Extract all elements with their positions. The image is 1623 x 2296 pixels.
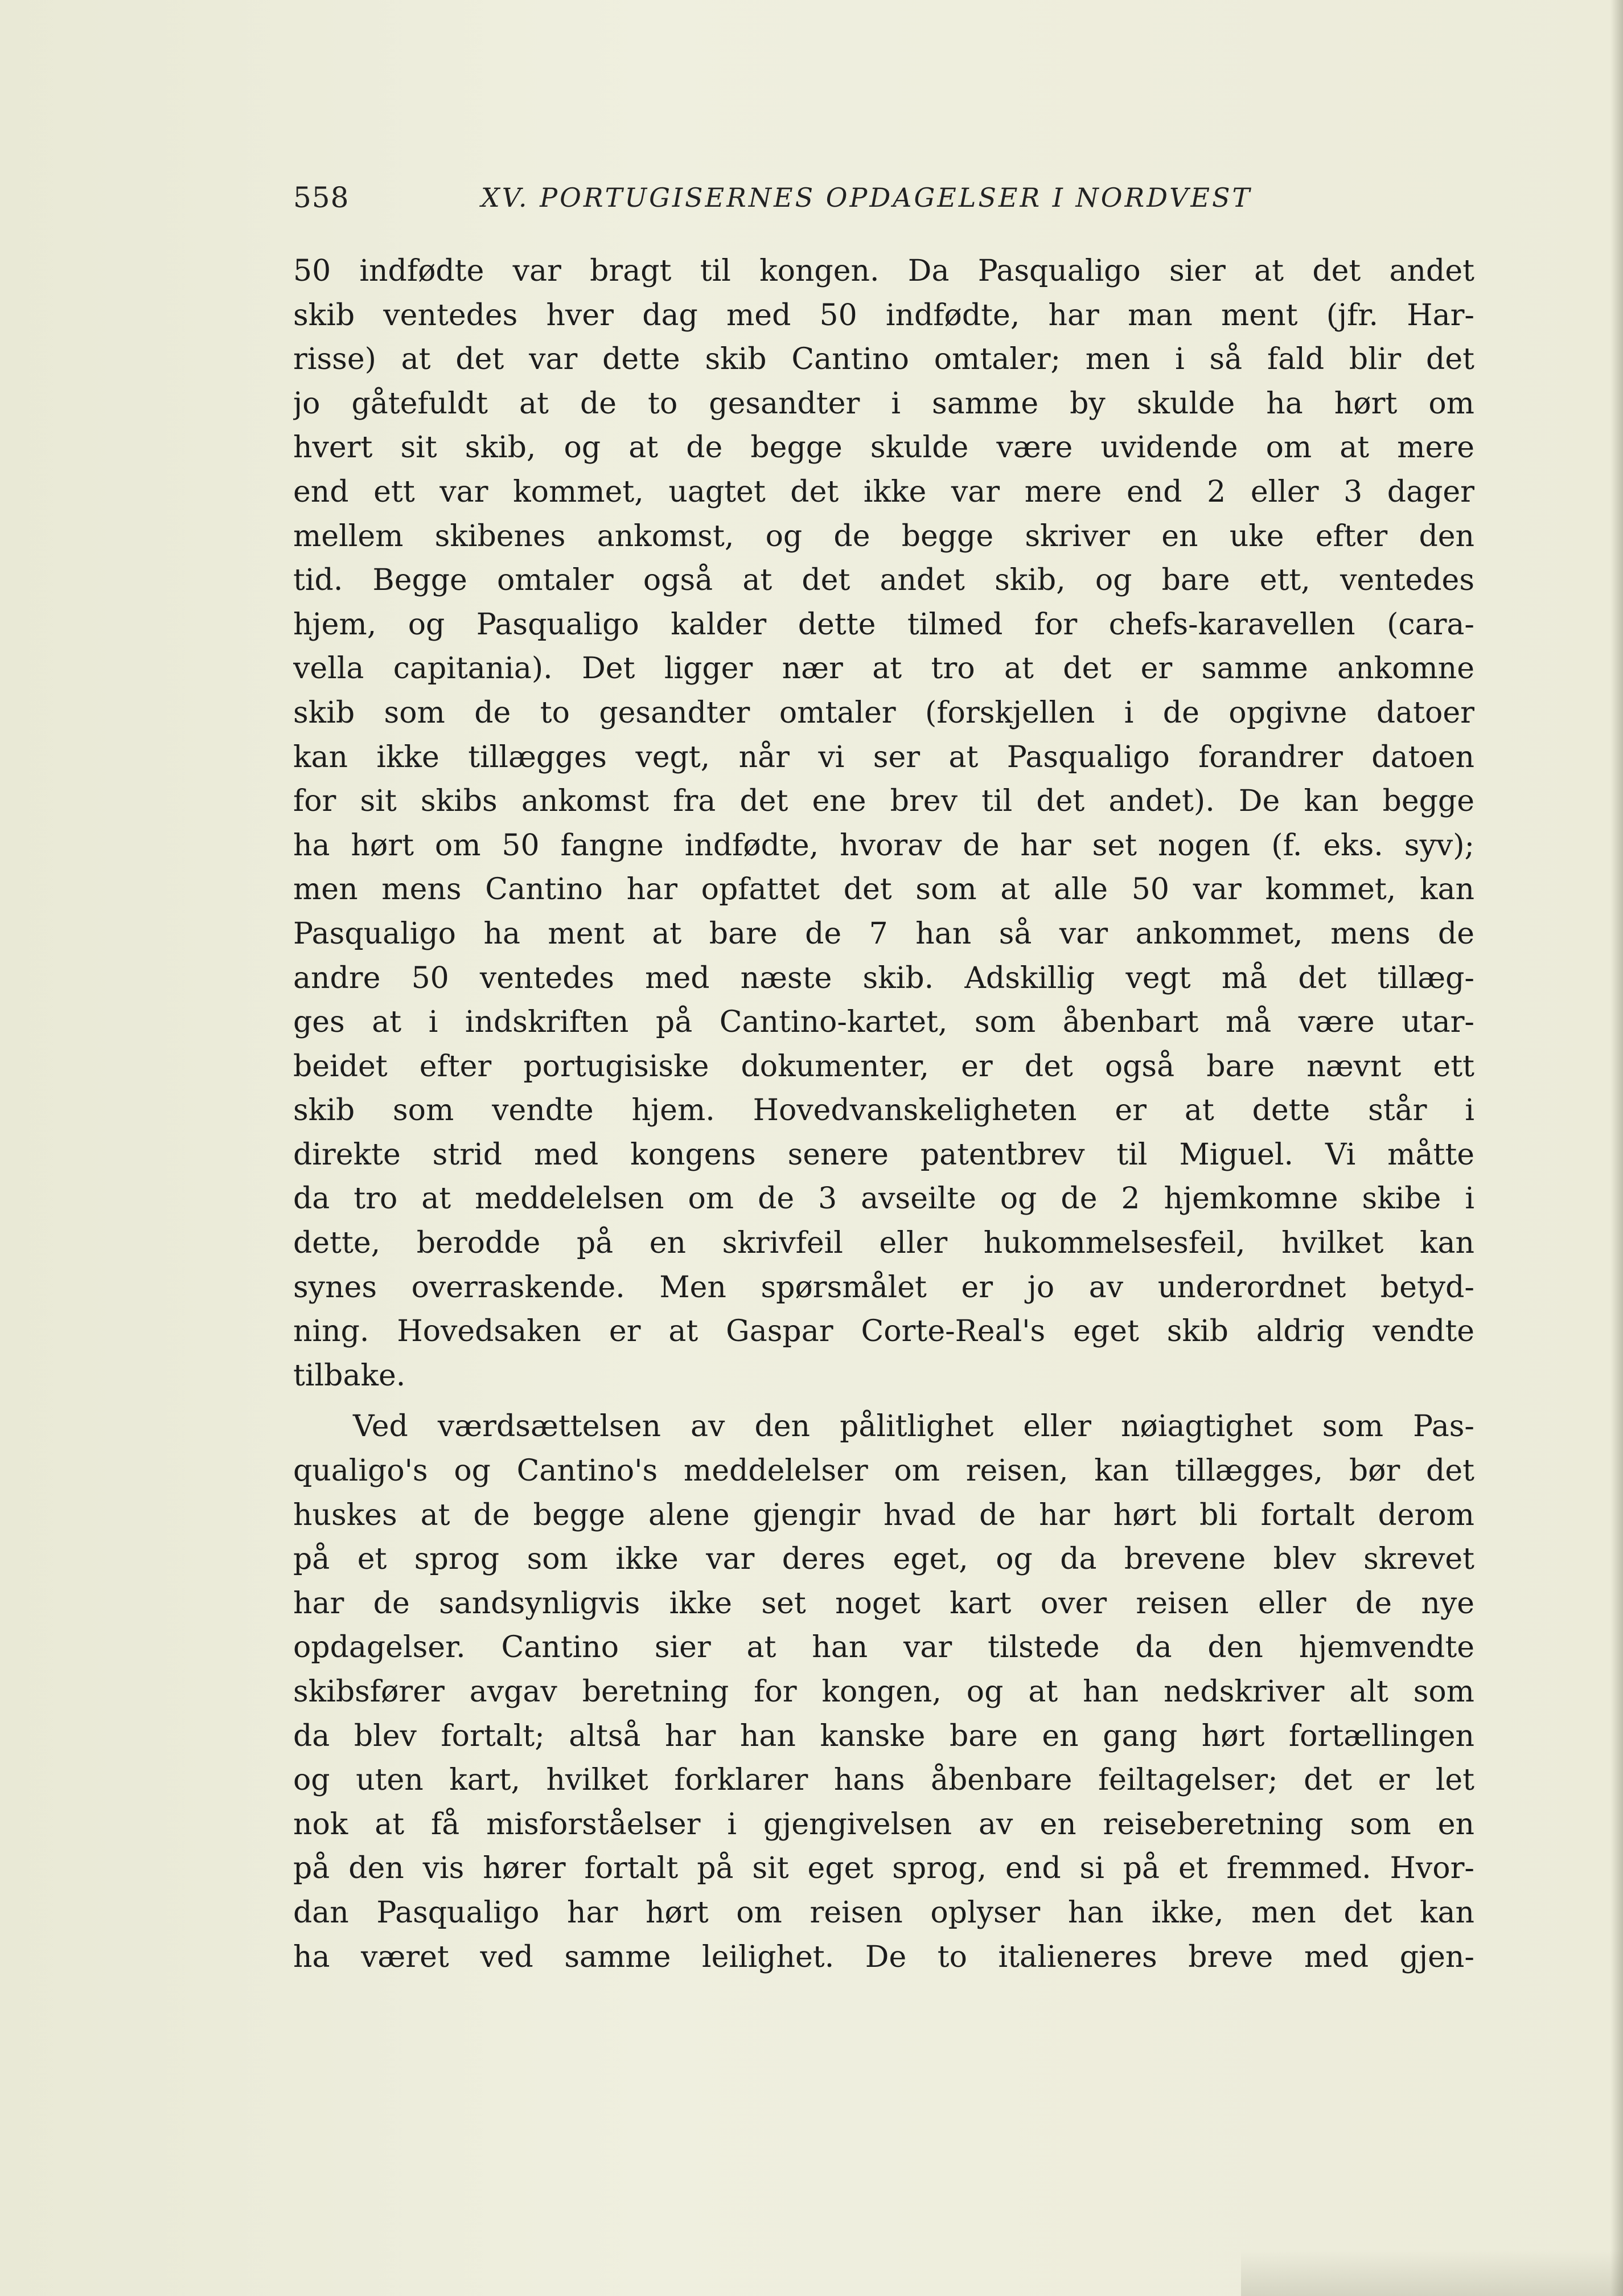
text-line: da blev fortalt; altså har han kanske bare en gang hørt fortællingen [293, 1719, 1474, 1753]
text-line: skib ventedes hver dag med 50 indfødte, har man ment (jfr. Har- [293, 298, 1474, 333]
paragraph-1 [293, 249, 1474, 1398]
text-line: mellem skibenes ankomst, og de begge skriver en uke efter den [293, 519, 1474, 554]
page-header [293, 181, 1295, 227]
text-line: på den vis hører fortalt på sit eget sprog, end si på et fremmed. Hvor- [293, 1851, 1474, 1886]
text-line: risse) at det var dette skib Cantino omtaler; men i så fald blir det [293, 342, 1474, 377]
text-line: beidet efter portugisiske dokumenter, er det også bare nævnt ett [293, 1049, 1474, 1084]
text-line: ning. Hovedsaken er at Gaspar Corte-Real's eget skib aldrig vendte [293, 1314, 1474, 1349]
text-line: tilbake. [293, 1358, 406, 1393]
text-line: skib som vendte hjem. Hovedvanskeligheten er at dette står i [293, 1093, 1474, 1128]
text-line: tid. Begge omtaler også at det andet skib, og bare ett, ventedes [293, 563, 1474, 598]
text-line: synes overraskende. Men spørsmålet er jo av underordnet betyd- [293, 1270, 1474, 1305]
text-line: dan Pasqualigo har hørt om reisen oplyser han ikke, men det kan [293, 1895, 1474, 1930]
text-line: hjem, og Pasqualigo kalder dette tilmed for chefs-karavellen (cara- [293, 607, 1474, 642]
text-line: Pasqualigo ha ment at bare de 7 han så var ankommet, mens de [293, 916, 1474, 951]
text-line: og uten kart, hvilket forklarer hans åbenbare feiltagelser; det er let [293, 1763, 1474, 1798]
text-line: har de sandsynligvis ikke set noget kart over reisen eller de nye [293, 1586, 1474, 1621]
text-line: ges at i indskriften på Cantino-kartet, som åbenbart må være utar- [293, 1005, 1474, 1040]
text-line: jo gåtefuldt at de to gesandter i samme by skulde ha hørt om [293, 386, 1474, 421]
text-line: for sit skibs ankomst fra det ene brev til det andet). De kan begge [293, 784, 1474, 819]
text-line: skib som de to gesandter omtaler (forskjellen i de opgivne datoer [293, 695, 1474, 730]
text-line: kan ikke tillægges vegt, når vi ser at Pasqualigo forandrer datoen [293, 740, 1474, 774]
text-line: vella capitania). Det ligger nær at tro at det er samme ankomne [293, 651, 1474, 686]
text-line: huskes at de begge alene gjengir hvad de har hørt bli fortalt derom [293, 1498, 1474, 1532]
text-line: på et sprog som ikke var deres eget, og da brevene blev skrevet [293, 1542, 1474, 1577]
text-line: hvert sit skib, og at de begge skulde være uvidende om at mere [293, 430, 1474, 465]
text-line: opdagelser. Cantino sier at han var tilstede da den hjemvendte [293, 1630, 1474, 1665]
running-head: XV. PORTUGISERNES OPDAGELSER I NORDVEST [481, 182, 1252, 213]
page-edge-shadow [1610, 0, 1623, 2296]
body-text [293, 249, 1474, 1979]
text-line: ha været ved samme leilighet. De to italieneres breve med gjen- [293, 1940, 1474, 1974]
text-line: qualigo's og Cantino's meddelelser om reisen, kan tillægges, bør det [293, 1454, 1474, 1489]
text-line: direkte strid med kongens senere patentbrev til Miguel. Vi måtte [293, 1137, 1474, 1172]
text-line: end ett var kommet, uagtet det ikke var mere end 2 eller 3 dager [293, 474, 1474, 509]
page-corner-shadow [1241, 2249, 1623, 2296]
page-number: 558 [293, 181, 350, 214]
text-line: ha hørt om 50 fangne indfødte, hvorav de har set nogen (f. eks. syv); [293, 828, 1474, 863]
text-line: andre 50 ventedes med næste skib. Adskillig vegt må det tillæg- [293, 961, 1474, 995]
text-line: skibsfører avgav beretning for kongen, og at han nedskriver alt som [293, 1675, 1474, 1709]
paragraph-gap [293, 1398, 1474, 1405]
paragraph-2 [293, 1405, 1474, 1979]
text-line: Ved værdsættelsen av den pålitlighet eller nøiagtighet som Pas- [353, 1409, 1474, 1444]
text-line: nok at få misforståelser i gjengivelsen av en reiseberetning som en [293, 1807, 1474, 1842]
text-line: men mens Cantino har opfattet det som at alle 50 var kommet, kan [293, 872, 1474, 907]
text-line: 50 indfødte var bragt til kongen. Da Pasqualigo sier at det andet [293, 254, 1474, 288]
text-line: dette, berodde på en skrivfeil eller hukommelsesfeil, hvilket kan [293, 1226, 1474, 1261]
text-line: da tro at meddelelsen om de 3 avseilte og de 2 hjemkomne skibe i [293, 1182, 1474, 1216]
